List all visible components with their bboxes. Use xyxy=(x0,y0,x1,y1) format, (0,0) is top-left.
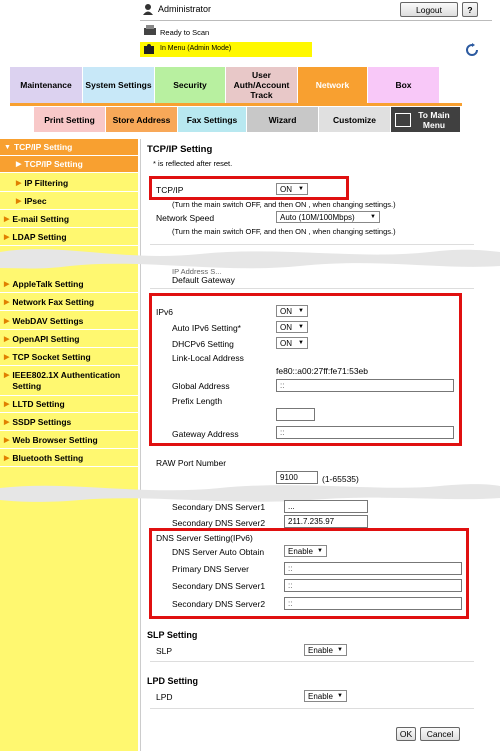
slp-label: SLP xyxy=(156,646,173,656)
tab-store-address[interactable]: Store Address xyxy=(106,107,178,132)
secondary-dns1-input[interactable]: ... xyxy=(284,500,368,513)
tab-customize[interactable]: Customize xyxy=(319,107,391,132)
secondary-dns6-2-input[interactable]: :: xyxy=(284,597,462,610)
lpd-label: LPD xyxy=(156,692,173,702)
tab-user-auth[interactable]: User Auth/Account Track xyxy=(226,67,298,103)
header-divider xyxy=(140,20,492,21)
secondary-dns6-1-label: Secondary DNS Server1 xyxy=(172,581,266,591)
global-address-label: Global Address xyxy=(172,381,230,391)
prefix-length-label: Prefix Length xyxy=(172,396,223,406)
admin-label: Administrator xyxy=(158,4,212,14)
raw-port-label: RAW Port Number xyxy=(156,458,227,468)
sidebar-item-lltd[interactable]: ▶ LLTD Setting xyxy=(0,396,138,413)
mode-text: In Menu (Admin Mode) xyxy=(160,45,232,52)
dns-auto-obtain-select[interactable]: Enable ▼ xyxy=(284,545,327,557)
to-main-menu-label: To Main Menu xyxy=(418,109,450,130)
chevron-down-icon: ▼ xyxy=(317,548,323,554)
secondary-dns6-2-label: Secondary DNS Server2 xyxy=(172,599,266,609)
tab-print-setting[interactable]: Print Setting xyxy=(34,107,106,132)
chevron-down-icon: ▼ xyxy=(337,647,343,653)
sidebar-item-openapi[interactable]: ▶ OpenAPI Setting xyxy=(0,331,138,348)
ipv6-highlight-box xyxy=(149,293,462,446)
tcpip-select[interactable]: ON ▼ xyxy=(276,183,308,195)
admin-mode-icon xyxy=(143,43,155,55)
dhcpv6-label: DHCPv6 Setting xyxy=(172,339,234,349)
chevron-down-icon: ▼ xyxy=(370,214,376,220)
speed-label: Network Speed xyxy=(156,213,215,223)
primary-dns-input[interactable]: :: xyxy=(284,562,462,575)
secondary-dns2-label: Secondary DNS Server2 xyxy=(172,518,266,528)
secondary-dns1-label: Secondary DNS Server1 xyxy=(172,502,266,512)
ipv6-label: IPv6 xyxy=(156,307,174,317)
secondary-dns2-input[interactable]: 211.7.235.97 xyxy=(284,515,368,528)
dhcpv6-select[interactable]: ON ▼ xyxy=(276,337,308,349)
divider xyxy=(150,661,474,662)
menu-icon xyxy=(395,113,411,127)
sidebar-subitem-ipsec[interactable]: ▶ IPsec xyxy=(0,193,138,210)
ipv6-select[interactable]: ON ▼ xyxy=(276,305,308,317)
page-break-tear xyxy=(0,240,500,278)
to-main-menu-button[interactable] xyxy=(391,107,461,132)
dns-ipv6-highlight-box xyxy=(149,528,469,619)
logout-button[interactable]: Logout xyxy=(400,2,458,17)
mode-banner xyxy=(140,42,312,57)
default-gateway-label: Default Gateway xyxy=(172,275,235,285)
sidebar-subitem-tcpip[interactable]: ▶ TCP/IP Setting xyxy=(0,156,138,173)
chevron-down-icon: ▼ xyxy=(337,693,343,699)
slp-select[interactable]: Enable ▼ xyxy=(304,644,347,656)
refresh-icon[interactable] xyxy=(465,43,479,57)
status-text: Ready to Scan xyxy=(160,28,210,37)
sidebar-item-bluetooth[interactable]: ▶ Bluetooth Setting xyxy=(0,450,138,467)
global-address-input[interactable]: :: xyxy=(276,379,454,392)
reset-note: * is reflected after reset. xyxy=(153,159,233,168)
sidebar-item-tcp-socket[interactable]: ▶ TCP Socket Setting xyxy=(0,349,138,366)
raw-port-input[interactable]: 9100 xyxy=(276,471,318,484)
page-title: TCP/IP Setting xyxy=(147,144,213,155)
divider xyxy=(150,288,474,289)
chevron-down-icon: ▼ xyxy=(298,324,304,330)
sidebar-item-tcpip[interactable]: ▼ TCP/IP Setting xyxy=(0,139,138,156)
admin-icon xyxy=(142,3,154,15)
chevron-down-icon: ▼ xyxy=(298,340,304,346)
tab-system-settings[interactable]: System Settings xyxy=(83,67,155,103)
primary-dns-label: Primary DNS Server xyxy=(172,564,249,574)
sidebar-item-ieee8021x[interactable]: ▶ IEEE802.1X Authentication Setting xyxy=(0,367,138,396)
divider xyxy=(150,708,474,709)
tcpip-note: (Turn the main switch OFF, and then ON , when changing settings.) xyxy=(172,200,396,209)
sidebar-item-appletalk[interactable]: ▶ AppleTalk Setting xyxy=(0,276,138,293)
dns-auto-obtain-label: DNS Server Auto Obtain xyxy=(172,547,265,557)
tab-network[interactable]: Network xyxy=(298,67,368,103)
sidebar-item-label: TCP/IP Setting xyxy=(13,142,73,152)
speed-note: (Turn the main switch OFF, and then ON , when changing settings.) xyxy=(172,227,396,236)
cancel-button[interactable]: Cancel xyxy=(420,727,460,741)
raw-port-range: (1-65535) xyxy=(322,474,359,484)
tab-fax-settings[interactable]: Fax Settings xyxy=(178,107,247,132)
chevron-down-icon: ▼ xyxy=(298,186,304,192)
dns-ipv6-title: DNS Server Setting(IPv6) xyxy=(156,533,253,543)
link-local-label: Link-Local Address xyxy=(172,353,244,363)
secondary-dns6-1-input[interactable]: :: xyxy=(284,579,462,592)
speed-select[interactable]: Auto (10M/100Mbps) ▼ xyxy=(276,211,380,223)
link-local-value: fe80::a00:27ff:fe71:53eb xyxy=(276,366,369,376)
tab-security[interactable]: Security xyxy=(155,67,226,103)
sidebar-subitem-ip-filtering[interactable]: ▶ IP Filtering xyxy=(0,175,138,192)
sidebar-item-ssdp[interactable]: ▶ SSDP Settings xyxy=(0,414,138,431)
gateway-address-input[interactable]: :: xyxy=(276,426,454,439)
sidebar-item-web-browser[interactable]: ▶ Web Browser Setting xyxy=(0,432,138,449)
slp-title: SLP Setting xyxy=(147,630,198,640)
sidebar-item-ldap[interactable]: ▶ LDAP Setting xyxy=(0,229,138,246)
tcpip-highlight-box xyxy=(149,176,349,200)
sidebar-item-webdav[interactable]: ▶ WebDAV Settings xyxy=(0,313,138,330)
ok-button[interactable]: OK xyxy=(396,727,416,741)
sidebar-item-email[interactable]: ▶ E-mail Setting xyxy=(0,211,138,228)
sidebar-item-network-fax[interactable]: ▶ Network Fax Setting xyxy=(0,294,138,311)
lpd-select[interactable]: Enable ▼ xyxy=(304,690,347,702)
auto-ipv6-select[interactable]: ON ▼ xyxy=(276,321,308,333)
tcpip-label: TCP/IP xyxy=(156,185,184,195)
lpd-title: LPD Setting xyxy=(147,676,198,686)
tab-maintenance[interactable]: Maintenance xyxy=(10,67,83,103)
tab-wizard[interactable]: Wizard xyxy=(247,107,319,132)
scanner-icon xyxy=(143,25,157,36)
gateway-address-label: Gateway Address xyxy=(172,429,239,439)
subtab-bar xyxy=(10,103,462,106)
chevron-down-icon: ▼ xyxy=(298,308,304,314)
tab-box[interactable]: Box xyxy=(368,67,440,103)
auto-ipv6-label: Auto IPv6 Setting* xyxy=(172,323,241,333)
help-button[interactable]: ? xyxy=(462,2,478,17)
ip-address-partial: IP Address S... xyxy=(172,267,222,276)
